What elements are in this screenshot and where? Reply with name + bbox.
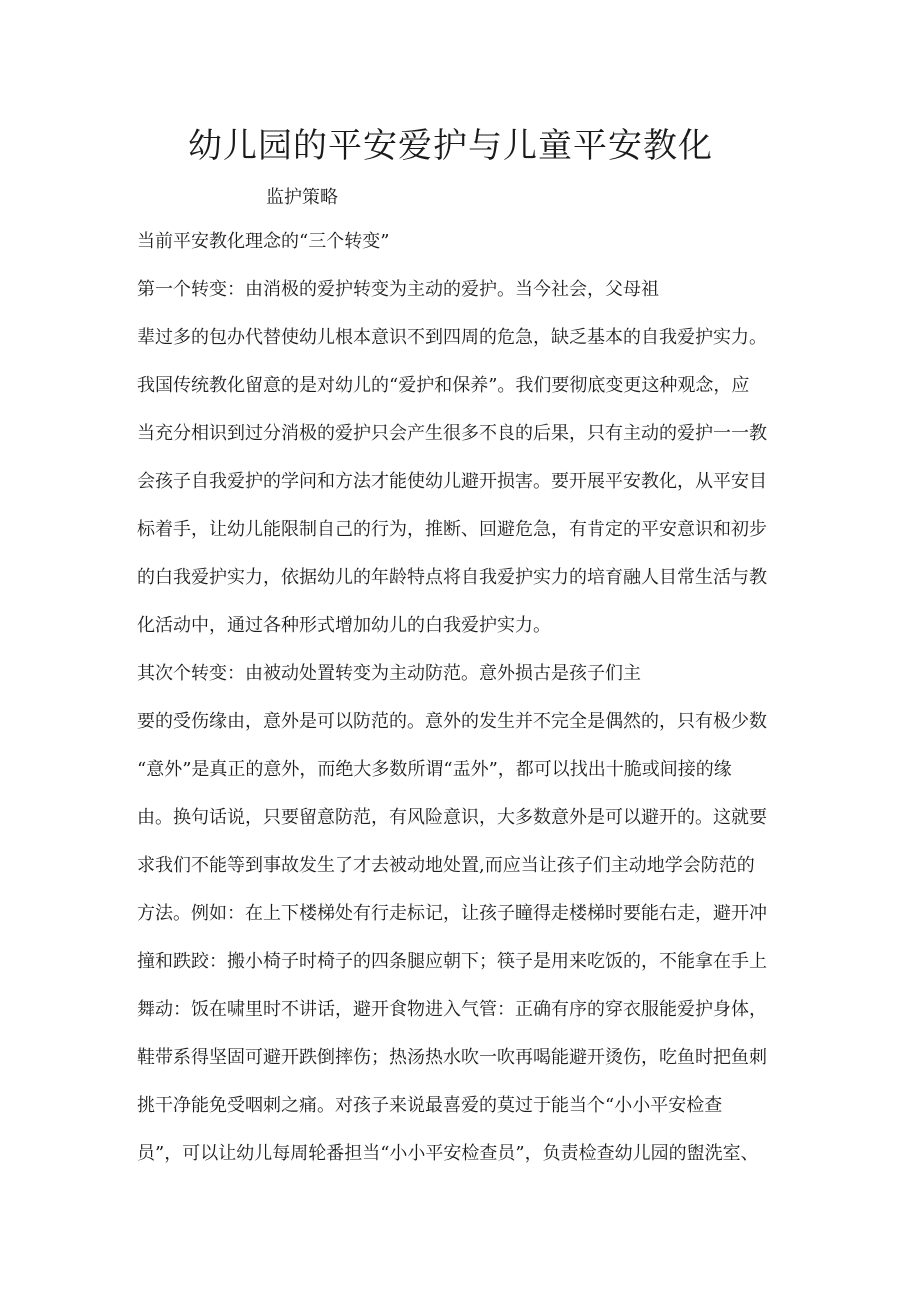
paragraph-line: 撞和跌跤：搬小椅子时椅子的四条腿应朝下；筷子是用来吃饭的，不能拿在手上 [137,951,767,972]
paragraph-line: 舞动：饭在啸里时不讲话，避开食物进入气管：正确有序的穿衣服能爱护身体， [137,999,767,1020]
paragraph-line: 挑干净能免受咽刺之痛。对孩子来说最喜爱的莫过于能当个“小小平安检查 [137,1095,723,1116]
paragraph-line: 求我们不能等到事故发生了才去被动地处置,而应当让孩子们主动地学会防范的 [137,855,755,876]
paragraph-line: 的白我爱护实力，依据幼儿的年龄特点将自我爱护实力的培育融人目常生活与教 [137,567,767,588]
paragraph-line: 辈过多的包办代替使幼儿根本意识不到四周的危急，缺乏基本的自我爱护实力。 [137,327,767,348]
document-title: 幼儿园的平安爱护与儿童平安教化 [188,126,713,166]
paragraph-line: 要的受伤缘由，意外是可以防范的。意外的发生并不完全是偶然的，只有极少数 [137,711,767,732]
paragraph-line: 鞋带系得坚固可避开跌倒摔伤；热汤热水吹一吹再喝能避开烫伤，吃鱼时把鱼刺 [137,1047,767,1068]
document-subtitle: 监护策略 [266,187,338,208]
paragraph-line: “意外”是真正的意外，而绝大多数所谓“盂外”，都可以找出十脆或间接的缘 [137,759,732,780]
paragraph-line: 第一个转变：由消极的爱护转变为主动的爱护。当今社会，父母祖 [137,279,659,300]
paragraph-line: 其次个转变：由被动处置转变为主动防范。意外损古是孩子们主 [137,663,641,684]
paragraph-line: 由。换句话说，只要留意防范，有风险意识，大多数意外是可以避开的。这就要 [137,807,767,828]
paragraph-line: 方法。例如：在上下楼梯处有行走标记，让孩子瞳得走楼梯时要能右走，避开冲 [137,903,767,924]
paragraph-line: 当充分相识到过分消极的爱护只会产生很多不良的后果，只有主动的爱护一一教 [137,423,767,444]
paragraph-line: 标着手，让幼儿能限制自己的行为，推断、回避危急，有肯定的平安意识和初步 [137,519,767,540]
paragraph-line: 员”，可以让幼儿每周轮番担当“小小平安检查员”，负责检查幼儿园的盥洗室、 [137,1143,759,1164]
paragraph-line: 化活动中，通过各种形式增加幼儿的白我爱护实力。 [137,615,551,636]
paragraph-line: 当前平安教化理念的“三个转变” [137,231,390,252]
paragraph-line: 我国传统教化留意的是对幼儿的“爱护和保养”。我们要彻底变更这种观念，应 [137,375,750,396]
paragraph-line: 会孩子自我爱护的学问和方法才能使幼儿避开损害。要开展平安教化，从平安目 [137,471,767,492]
